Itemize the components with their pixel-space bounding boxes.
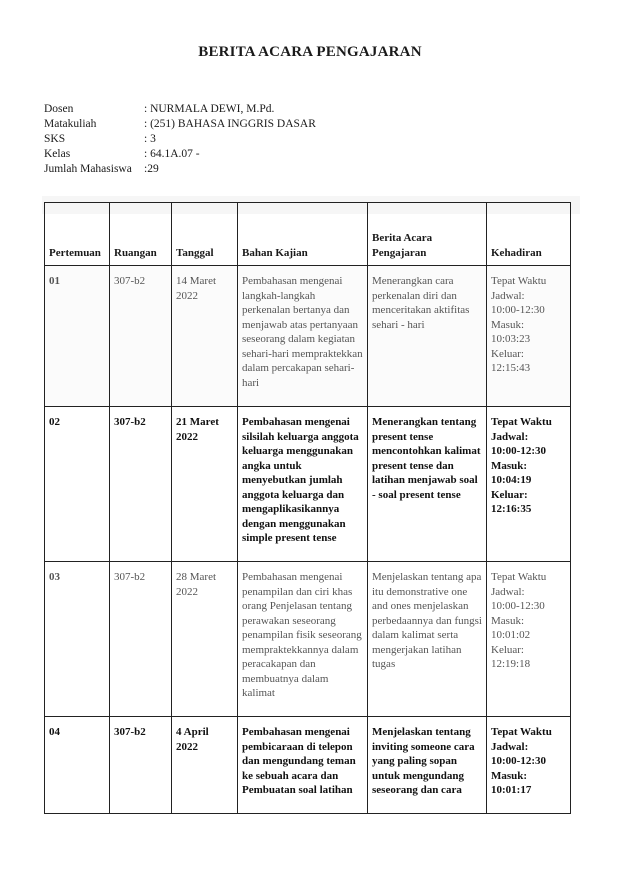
meta-label: Matakuliah [44, 118, 97, 130]
table-header-row [45, 203, 571, 266]
cell-pertemuan: 01 [45, 266, 110, 407]
attendance-schedule-label: Jadwal: [491, 585, 525, 598]
cell-bahan-kajian: Pembahasan mengenai penampilan dan ciri khas orang Penjelasan tentang perawakan seseorang penampilan fisik seseorang mempraktekkannya dalam peracakapan dan membuatnya dalam kalimat [238, 562, 368, 717]
meta-row-sks [44, 132, 316, 147]
attendance-in-time: 10:01:17 [491, 784, 532, 796]
cell-berita-acara: Menjelaskan tentang apa itu demonstrative one and ones menjelaskan perbedaannya dan fungsi dalam kalimat serta mengerjakan latihan tugas [368, 562, 487, 717]
attendance-schedule-label: Jadwal: [491, 740, 529, 753]
attendance-schedule: 10:00-12:30 [491, 445, 546, 457]
meta-row-jumlah-mahasiswa [44, 162, 316, 177]
cell-pertemuan: 03 [45, 562, 110, 717]
meta-label: SKS [44, 133, 66, 145]
cell-berita-acara: Menerangkan tentang present tense mencontohkan kalimat present tense dan latihan menjawab soal - soal present tense [368, 407, 487, 562]
teaching-log-table-container [44, 202, 570, 814]
attendance-in-time: 10:03:23 [491, 333, 531, 345]
attendance-schedule-label: Jadwal: [491, 289, 525, 302]
attendance-schedule: 10:00-12:30 [491, 600, 545, 612]
meta-label: Dosen [44, 103, 74, 115]
attendance-out-label: Keluar: [491, 488, 528, 501]
table-row [45, 562, 571, 717]
cell-kehadiran [487, 562, 571, 717]
cell-berita-acara: Menerangkan cara perkenalan diri dan menceritakan aktifitas sehari - hari [368, 266, 487, 407]
attendance-in-time: 10:04:19 [491, 474, 532, 486]
attendance-status: Tepat Waktu [491, 571, 547, 583]
cell-bahan-kajian: Pembahasan mengenai silsilah keluarga anggota keluarga menggunakan angka untuk menyebutkan jumlah anggota keluarga dan mengaplikasikannya dengan menggunakan simple present tense [238, 407, 368, 562]
meta-value: : 64.1A.07 - [144, 148, 200, 160]
attendance-out-label: Keluar: [491, 347, 524, 360]
cell-tanggal: 21 Maret 2022 [172, 407, 238, 562]
attendance-status: Tepat Waktu [491, 416, 552, 428]
attendance-in-label: Masuk: [491, 459, 528, 472]
header-ruangan: Ruangan [110, 203, 172, 266]
cell-ruangan: 307-b2 [110, 266, 172, 407]
cell-tanggal: 4 April 2022 [172, 717, 238, 814]
attendance-out-time: 12:16:35 [491, 503, 532, 515]
cell-pertemuan: 02 [45, 407, 110, 562]
meta-value: : (251) BAHASA INGGRIS DASAR [144, 118, 316, 130]
cell-tanggal: 28 Maret 2022 [172, 562, 238, 717]
meta-row-kelas [44, 147, 316, 162]
header-kehadiran: Kehadiran [487, 203, 571, 266]
cell-kehadiran [487, 266, 571, 407]
cell-ruangan: 307-b2 [110, 717, 172, 814]
cell-bahan-kajian: Pembahasan mengenai pembicaraan di telepon dan mengundang teman ke sebuah acara dan Pembuatan soal latihan [238, 717, 368, 814]
attendance-out-time: 12:15:43 [491, 362, 531, 374]
document-title: BERITA ACARA PENGAJARAN [198, 44, 422, 60]
attendance-status: Tepat Waktu [491, 275, 547, 287]
meta-value: : 3 [144, 133, 156, 145]
table-row [45, 717, 571, 814]
attendance-in-label: Masuk: [491, 769, 528, 782]
header-tanggal: Tanggal [172, 203, 238, 266]
cell-kehadiran [487, 407, 571, 562]
attendance-out-label: Keluar: [491, 643, 524, 656]
cell-ruangan: 307-b2 [110, 407, 172, 562]
meta-label: Kelas [44, 148, 71, 160]
attendance-in-time: 10:01:02 [491, 629, 531, 641]
cell-berita-acara: Menjelaskan tentang inviting someone cara yang paling sopan untuk mengundang seseorang dan cara [368, 717, 487, 814]
cell-pertemuan: 04 [45, 717, 110, 814]
meta-row-matakuliah [44, 117, 316, 132]
attendance-schedule: 10:00-12:30 [491, 755, 546, 767]
header-bahan-kajian: Bahan Kajian [238, 203, 368, 266]
cell-tanggal: 14 Maret 2022 [172, 266, 238, 407]
teaching-log-table [44, 202, 571, 814]
attendance-schedule: 10:00-12:30 [491, 304, 545, 316]
header-berita-acara: Berita Acara Pengajaran [368, 203, 487, 266]
table-row [45, 266, 571, 407]
attendance-in-label: Masuk: [491, 318, 524, 331]
attendance-in-label: Masuk: [491, 614, 524, 627]
cell-ruangan: 307-b2 [110, 562, 172, 717]
course-info [44, 102, 316, 177]
meta-value: : NURMALA DEWI, M.Pd. [144, 103, 275, 115]
table-row [45, 407, 571, 562]
meta-row-dosen [44, 102, 316, 117]
cell-bahan-kajian: Pembahasan mengenai langkah-langkah perkenalan bertanya dan menjawab atas pertanyaan seseorang dalam kegiatan sehari-hari mempraktekkan dalam percakapan sehari-hari [238, 266, 368, 407]
meta-value: :29 [144, 163, 159, 175]
attendance-out-time: 12:19:18 [491, 658, 531, 670]
attendance-status: Tepat Waktu [491, 726, 552, 738]
cell-kehadiran [487, 717, 571, 814]
attendance-schedule-label: Jadwal: [491, 430, 529, 443]
header-pertemuan: Pertemuan [45, 203, 110, 266]
meta-label: Jumlah Mahasiswa [44, 163, 132, 175]
